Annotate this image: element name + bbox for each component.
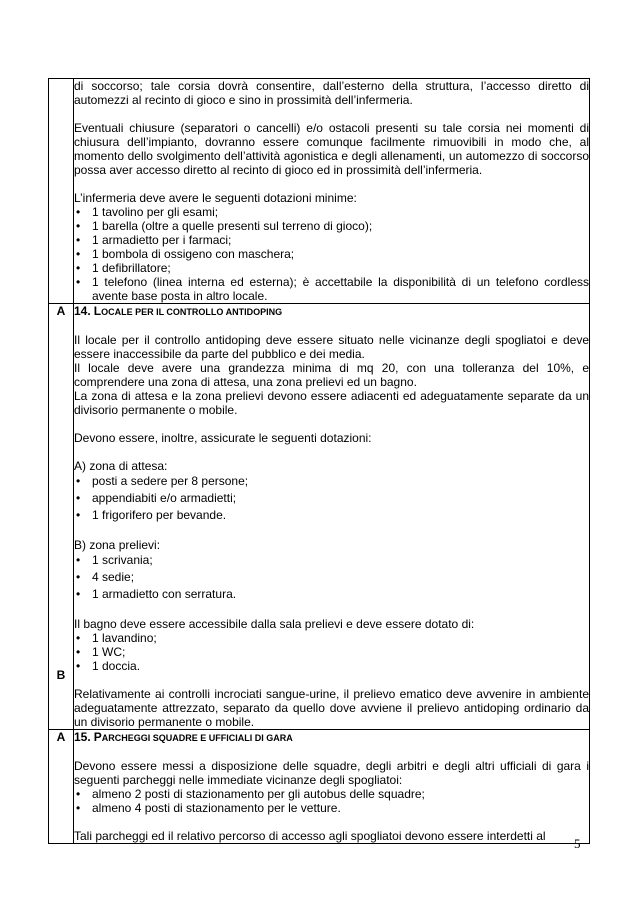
- list-item: • 1 doccia.: [74, 659, 589, 673]
- list-item: • 1 bombola di ossigeno con maschera;: [74, 247, 589, 261]
- paragraph: di soccorso; tale corsia dovrà consentire, dall’esterno della struttura, l’accesso diretto di automezzi al recinto di gioco e sino in prossimità dell’infermeria.: [74, 79, 589, 107]
- section-number: 15.: [74, 730, 91, 744]
- row-label-b: B: [56, 668, 66, 682]
- list-item: • 1 lavandino;: [74, 631, 589, 645]
- section-title-rest: ARCHEGGI SQUADRE E UFFICIALI DI GARA: [101, 733, 293, 743]
- row-label-a: A: [56, 730, 66, 744]
- section-heading: [74, 304, 589, 319]
- list-item: • 1 telefono (linea interna ed esterna); è accettabile la disponibilità di un telefono cordless avente base posta in altro locale.: [74, 275, 589, 303]
- list-item: • posti a sedere per 8 persone;: [74, 473, 589, 490]
- list-item: • 1 scrivania;: [74, 552, 589, 569]
- parking-section-cell: [74, 730, 590, 844]
- section-title-initial: P: [93, 730, 102, 744]
- section-title-rest: OCALE PER IL CONTROLLO ANTIDOPING: [101, 307, 283, 317]
- list-item: • 1 tavolino per gli esami;: [74, 205, 589, 219]
- paragraph: Il locale deve avere una grandezza minima di mq 20, con una tolleranza del 10%, e comprendere una zona di attesa, una zona prelievi ed un bagno.: [74, 361, 589, 389]
- paragraph: Relativamente ai controlli incrociati sangue-urine, il prelievo ematico deve avvenire in ambiente adeguatamente attrezzato, separato da quello dove avviene il prelievo antidoping ordinario da un divisorio permanente o mobile.: [74, 687, 589, 729]
- zone-a-list: [74, 473, 589, 524]
- list-item: • 1 defibrillatore;: [74, 261, 589, 275]
- antidoping-section-cell: [74, 304, 590, 730]
- zone-b-title: B) zona prelievi:: [74, 538, 161, 552]
- infirmary-equipment-list: [74, 205, 589, 303]
- list-item: • 1 frigorifero per bevande.: [74, 507, 589, 524]
- row-label-cell: [49, 304, 74, 730]
- requirements-table: [48, 78, 590, 844]
- paragraph: Devono essere messi a disposizione delle squadre, degli arbitri e degli altri ufficiali di gara i seguenti parcheggi nelle immediate vicinanze degli spogliatoi:: [74, 759, 589, 787]
- list-item: • almeno 2 posti di stazionamento per gli autobus delle squadre;: [74, 787, 589, 801]
- zone-b-list: [74, 552, 589, 603]
- zone-a-title: A) zona di attesa:: [74, 459, 168, 473]
- list-item: • 1 armadietto con serratura.: [74, 586, 589, 603]
- table-row: [49, 730, 590, 844]
- infirmary-continuation-cell: [74, 79, 590, 304]
- paragraph: Eventuali chiusure (separatori o cancelli) e/o ostacoli presenti su tale corsia nei momenti di chiusura dell’impianto, dovranno essere comunque facilmente rimuovibili in modo che, al momento dello svolgimento dell’attività agonistica e degli allenamenti, un automezzo di soccorso possa aver accesso diretto al recinto di gioco ed in prossimità dell’infermeria.: [74, 121, 589, 177]
- list-item: • appendiabiti e/o armadietti;: [74, 490, 589, 507]
- paragraph: Tali parcheggi ed il relativo percorso di accesso agli spogliatoi devono essere interdetti al: [74, 829, 546, 843]
- section-title-initial: L: [93, 304, 102, 318]
- table-row: [49, 79, 590, 304]
- list-item: • 4 sedie;: [74, 569, 589, 586]
- row-label-cell: [49, 730, 74, 844]
- row-label-empty: [49, 79, 74, 304]
- paragraph: Devono essere, inoltre, assicurate le seguenti dotazioni:: [74, 431, 372, 445]
- row-label-a: A: [56, 304, 66, 318]
- list-item: • almeno 4 posti di stazionamento per le vetture.: [74, 801, 589, 815]
- paragraph: L’infermeria deve avere le seguenti dotazioni minime:: [74, 191, 357, 205]
- table-row: [49, 304, 590, 730]
- list-item: • 1 WC;: [74, 645, 589, 659]
- page-number: 5: [574, 836, 581, 851]
- paragraph: La zona di attesa e la zona prelievi devono essere adiacenti ed adeguatamente separate da un divisorio permanente o mobile.: [74, 389, 589, 417]
- bathroom-list: [74, 631, 589, 673]
- section-heading: [74, 730, 589, 745]
- paragraph: Il bagno deve essere accessibile dalla sala prelievi e deve essere dotato di:: [74, 617, 475, 631]
- list-item: • 1 armadietto per i farmaci;: [74, 233, 589, 247]
- parking-list: [74, 787, 589, 815]
- paragraph: Il locale per il controllo antidoping deve essere situato nelle vicinanze degli spogliatoi e deve essere inaccessibile da parte del pubblico e dei media.: [74, 333, 589, 361]
- section-number: 14.: [74, 304, 91, 318]
- list-item: • 1 barella (oltre a quelle presenti sul terreno di gioco);: [74, 219, 589, 233]
